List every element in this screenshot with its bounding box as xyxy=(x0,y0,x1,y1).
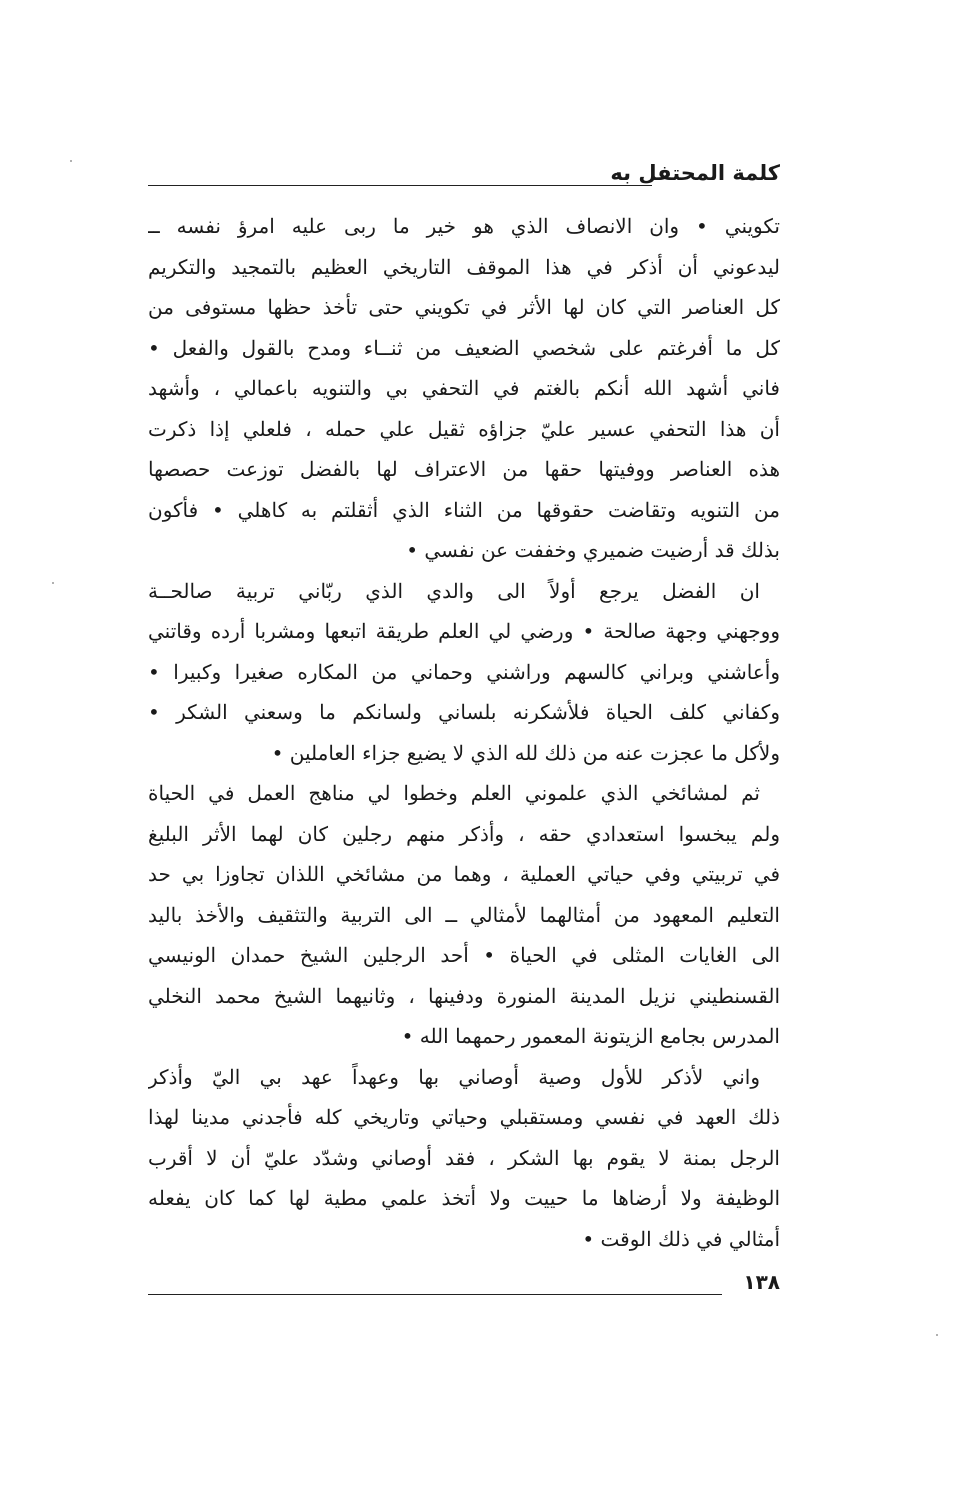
text-line: ليدعوني أن أذكر في هذا الموقف التاريخي العظيم بالتمجيد والتكريم xyxy=(148,254,780,279)
header-title: كلمة المحتفل به xyxy=(610,161,780,185)
page-footer xyxy=(148,1268,780,1302)
text-line: كل العناصر التي كان لها الأثر في تكويني حتى تأخذ حظها مستوفى من xyxy=(148,295,780,319)
scan-speck xyxy=(70,160,72,162)
text-line: فاني أشهد الله أنكم بالغتم في التحفي بي والتنويه باعمالي ، وأشهد xyxy=(148,376,780,400)
text-line: بذلك قد أرضيت ضميري وخففت عن نفسي • xyxy=(406,538,780,562)
text-line: في تربيتي وفي حياتي العملية ، وهما من مشائخي اللذان تجاوزا بي حد xyxy=(148,862,780,886)
text-line: أن هذا التحفي عسير عليّ جزاؤه ثقيل علي حمله ، فلعلي إذا ذكرت xyxy=(148,416,780,441)
scan-speck xyxy=(936,1334,938,1336)
scan-speck xyxy=(52,582,54,584)
text-line: من التنويه وتقاضت حقوقها من الثناء الذي أثقلتم به كاهلي • فأكون xyxy=(148,497,780,522)
text-line: وكفاني كلف الحياة فلأشكرنه بلساني ولسانكم ما وسعني الشكر • xyxy=(148,700,780,724)
text-line: الوظيفة ولا أرضاها ما حييت ولا أتخذ علمي مطية لها كما كان يفعله xyxy=(148,1186,780,1210)
text-line: هذه العناصر ووفيتها حقها من الاعتراف لها بالفضل توزعت حصصها xyxy=(148,457,780,481)
text-line: الى الغايات المثلى في الحياة • أحد الرجلين الشيخ حمدان الونيسي xyxy=(148,943,780,967)
body-text xyxy=(148,206,780,1259)
text-line: واني لأذكر للأول وصية أوصاني بها وعهداً عهد بي اليّ وأذكر xyxy=(148,1064,760,1089)
text-line: الرجل بمنة لا يقوم بها الشكر ، فقد أوصاني وشدّد عليّ أن لا أقرب xyxy=(148,1145,780,1170)
text-line: ولم يبخسوا استعدادي حقه ، وأذكر منهم رجلين كان لهما الأثر البليغ xyxy=(148,821,780,846)
text-line: ان الفضل يرجع أولاً الى والدي الذي ربّاني تربية صالحــة xyxy=(148,578,760,603)
text-line: أمثالي في ذلك الوقت • xyxy=(582,1226,780,1251)
text-line: التعليم المعهود من أمثالهما لأمثالي ــ الى التربية والتثقيف والأخذ باليد xyxy=(148,902,780,927)
text-line: وأعاشني وبراني كالسهم وراشني وحماني من المكاره صغيرا وكبيرا • xyxy=(148,659,780,684)
text-line: ووجهني وجهة صالحة • ورضي لي العلم طريقة اتبعها ومشربا أرده وقاتني xyxy=(148,619,780,643)
running-header xyxy=(148,158,780,192)
text-line: ولأكل ما عجزت عنه من ذلك لله الذي لا يضيع جزاء العاملين • xyxy=(271,740,780,765)
footer-rule xyxy=(148,1294,722,1295)
header-rule xyxy=(148,185,652,186)
text-line: كل ما أفرغتم على شخصي الضعيف من ثنــاء ومدح بالقول والفعل • xyxy=(148,335,780,360)
page-number: ١٣٨ xyxy=(743,1270,780,1294)
text-line: القسنطيني نزيل المدينة المنورة ودفينها ، وثانيهما الشيخ محمد النخلي xyxy=(148,983,780,1008)
text-line: ذلك العهد في نفسي ومستقبلي وحياتي وتاريخي كله فأجدني مدينا لهذا xyxy=(148,1105,780,1129)
text-line: المدرس بجامع الزيتونة المعمور رحمهما الله • xyxy=(401,1024,780,1048)
text-line: تكويني • وان الانصاف الذي هو خير ما ربى عليه امرؤ نفسه ــ xyxy=(148,214,780,238)
text-line: ثم لمشائخي الذي علموني العلم وخطوا لي مناهج العمل في الحياة xyxy=(148,781,760,805)
